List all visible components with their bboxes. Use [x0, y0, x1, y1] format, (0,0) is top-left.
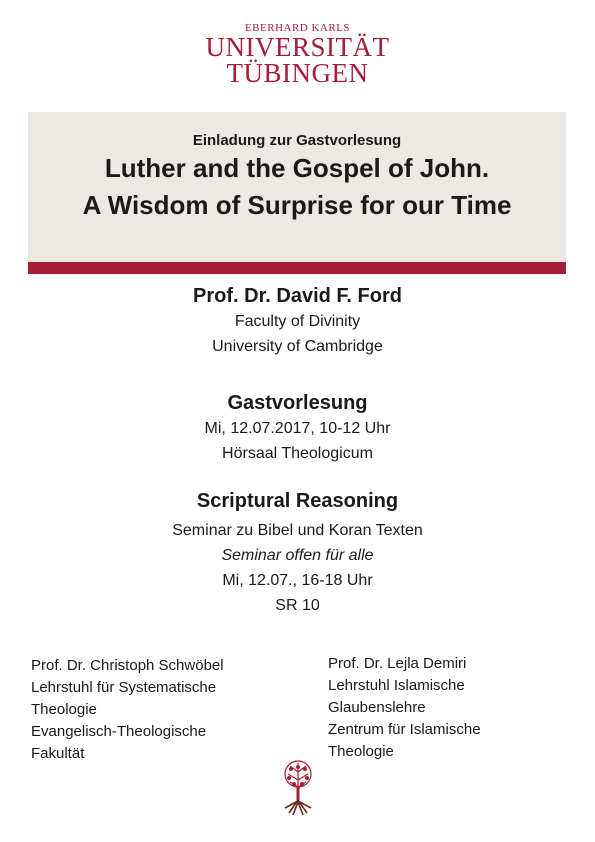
host-right-line: Theologie — [328, 743, 394, 760]
logo-line-1: EBERHARD KARLS — [244, 22, 351, 34]
title-banner — [28, 112, 566, 262]
host-left — [31, 655, 224, 765]
host-left-line: Theologie — [31, 701, 97, 718]
seminar-datetime: Mi, 12.07., 16-18 Uhr — [222, 572, 373, 589]
host-right-line: Lehrstuhl Islamische — [328, 677, 465, 694]
lecture-block — [0, 390, 595, 466]
host-right-line: Zentrum für Islamische — [328, 721, 481, 738]
invitation-subtitle: Einladung zur Gastvorlesung — [192, 132, 402, 149]
seminar-block — [0, 488, 595, 618]
speaker-block — [0, 283, 595, 359]
lecture-location: Hörsaal Theologicum — [222, 445, 373, 462]
lecture-title-line-1: Luther and the Gospel of John. — [104, 153, 490, 183]
speaker-faculty: Faculty of Divinity — [234, 313, 361, 330]
accent-bar — [28, 262, 566, 274]
host-right — [328, 653, 481, 763]
host-right-line: Glaubenslehre — [328, 699, 426, 716]
tree-icon — [281, 760, 315, 816]
logo-line-2: UNIVERSITÄT — [205, 32, 390, 62]
lecture-title-line-2: A Wisdom of Surprise for our Time — [82, 190, 512, 220]
seminar-room: SR 10 — [275, 597, 320, 614]
university-logo — [0, 22, 595, 86]
host-left-line: Fakultät — [31, 745, 85, 762]
host-right-line: Prof. Dr. Lejla Demiri — [328, 655, 467, 672]
logo-line-3: TÜBINGEN — [226, 58, 369, 88]
lecture-datetime: Mi, 12.07.2017, 10-12 Uhr — [204, 420, 391, 437]
seminar-note: Seminar offen für alle — [221, 547, 374, 564]
host-left-line: Prof. Dr. Christoph Schwöbel — [31, 657, 224, 674]
host-left-line: Evangelisch-Theologische — [31, 723, 207, 740]
speaker-name: Prof. Dr. David F. Ford — [193, 285, 402, 307]
lecture-heading: Gastvorlesung — [227, 392, 368, 414]
speaker-university: University of Cambridge — [212, 338, 383, 355]
host-left-line: Lehrstuhl für Systematische — [31, 679, 217, 696]
seminar-description: Seminar zu Bibel und Koran Texten — [172, 522, 423, 539]
seminar-heading: Scriptural Reasoning — [196, 490, 399, 512]
